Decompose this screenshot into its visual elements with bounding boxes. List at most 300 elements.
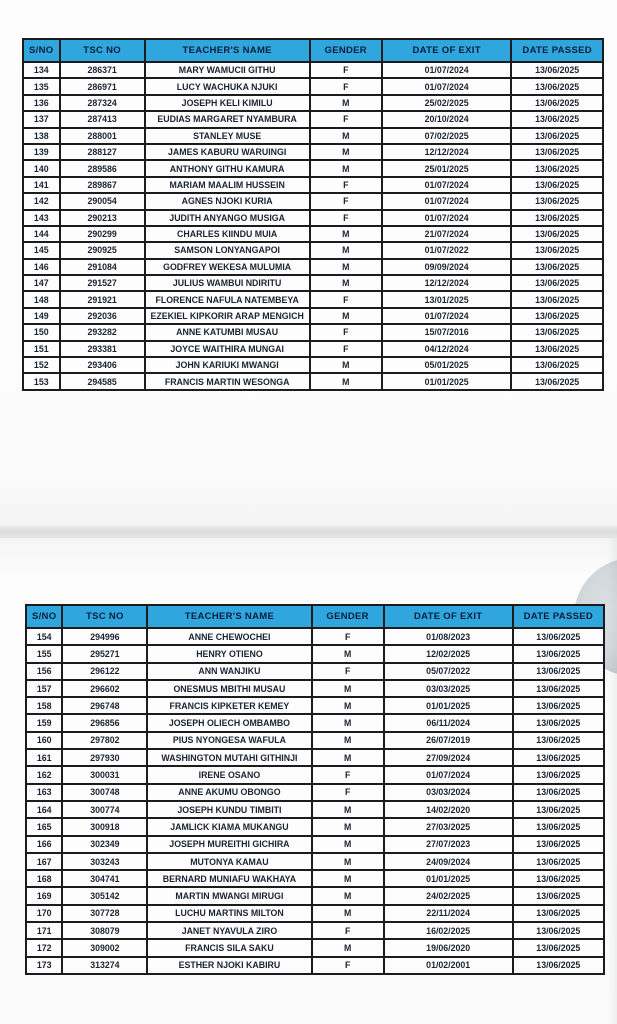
date-passed-cell: 13/06/2025: [513, 853, 604, 870]
tsc-no-cell: 293381: [60, 341, 145, 357]
gender-cell: F: [310, 341, 383, 357]
sno-cell: 152: [23, 357, 60, 373]
date-of-exit-cell: 12/12/2024: [382, 275, 511, 291]
sno-cell: 151: [23, 341, 60, 357]
tsc-no-cell: 294585: [60, 373, 145, 389]
gender-cell: M: [310, 275, 383, 291]
sno-cell: 165: [26, 818, 62, 835]
date-passed-cell: 13/06/2025: [513, 957, 604, 974]
tsc-no-cell: 290054: [60, 193, 145, 209]
sno-cell: 149: [23, 308, 60, 324]
date-of-exit-cell: 21/07/2024: [382, 226, 511, 242]
date-of-exit-cell: 27/09/2024: [384, 749, 513, 766]
tsc-no-cell: 305142: [62, 887, 147, 904]
column-header: DATE OF EXIT: [384, 605, 513, 628]
date-of-exit-cell: 01/08/2023: [384, 628, 513, 645]
header-row: [26, 605, 604, 628]
gender-cell: M: [310, 95, 383, 111]
date-passed-cell: 13/06/2025: [511, 308, 603, 324]
sno-cell: 166: [26, 836, 62, 853]
sno-cell: 146: [23, 259, 60, 275]
tsc-no-cell: 288001: [60, 128, 145, 144]
teacher-name-cell: JOSEPH KUNDU TIMBITI: [147, 801, 311, 818]
table-row: [26, 836, 604, 853]
column-header: GENDER: [310, 39, 383, 62]
date-of-exit-cell: 03/03/2024: [384, 784, 513, 801]
date-passed-cell: 13/06/2025: [511, 341, 603, 357]
sno-cell: 147: [23, 275, 60, 291]
tsc-no-cell: 291084: [60, 259, 145, 275]
gender-cell: M: [312, 939, 384, 956]
date-of-exit-cell: 25/01/2025: [382, 160, 511, 176]
date-passed-cell: 13/06/2025: [511, 324, 603, 340]
teacher-name-cell: STANLEY MUSE: [145, 128, 310, 144]
table-row: [26, 732, 604, 749]
date-passed-cell: 13/06/2025: [513, 836, 604, 853]
column-header: DATE PASSED: [513, 605, 604, 628]
date-of-exit-cell: 01/07/2024: [382, 78, 511, 94]
gender-cell: F: [310, 177, 383, 193]
sno-cell: 172: [26, 939, 62, 956]
tsc-no-cell: 293406: [60, 357, 145, 373]
date-passed-cell: 13/06/2025: [511, 128, 603, 144]
date-passed-cell: 13/06/2025: [511, 78, 603, 94]
teacher-name-cell: EUDIAS MARGARET NYAMBURA: [145, 111, 310, 127]
date-of-exit-cell: 01/01/2025: [384, 870, 513, 887]
teacher-name-cell: JAMES KABURU WARUINGI: [145, 144, 310, 160]
table-row: [26, 957, 604, 974]
teacher-name-cell: JOSEPH MUREITHI GICHIRA: [147, 836, 311, 853]
teacher-name-cell: JAMLICK KIAMA MUKANGU: [147, 818, 311, 835]
sno-cell: 162: [26, 766, 62, 783]
date-of-exit-cell: 01/01/2025: [384, 697, 513, 714]
date-passed-cell: 13/06/2025: [513, 680, 604, 697]
teacher-name-cell: MUTONYA KAMAU: [147, 853, 311, 870]
date-passed-cell: 13/06/2025: [513, 784, 604, 801]
date-passed-cell: 13/06/2025: [513, 905, 604, 922]
date-of-exit-cell: 27/03/2025: [384, 818, 513, 835]
teacher-name-cell: FRANCIS SILA SAKU: [147, 939, 311, 956]
tsc-no-cell: 296856: [62, 714, 147, 731]
teacher-name-cell: ANN WANJIKU: [147, 663, 311, 680]
date-passed-cell: 13/06/2025: [513, 697, 604, 714]
date-passed-cell: 13/06/2025: [511, 291, 603, 307]
tsc-no-cell: 289586: [60, 160, 145, 176]
table-row: [26, 939, 604, 956]
gender-cell: M: [310, 144, 383, 160]
sno-cell: 153: [23, 373, 60, 389]
table-row: [26, 680, 604, 697]
table-row: [26, 853, 604, 870]
table-row: [23, 177, 603, 193]
gender-cell: M: [312, 818, 384, 835]
date-of-exit-cell: 05/07/2022: [384, 663, 513, 680]
column-header: TEACHER'S NAME: [145, 39, 310, 62]
date-of-exit-cell: 12/02/2025: [384, 645, 513, 662]
gender-cell: M: [312, 645, 384, 662]
gender-cell: M: [312, 732, 384, 749]
teacher-name-cell: MARY WAMUCII GITHU: [145, 62, 310, 78]
sno-cell: 173: [26, 957, 62, 974]
teacher-name-cell: JUDITH ANYANGO MUSIGA: [145, 210, 310, 226]
tsc-no-cell: 296122: [62, 663, 147, 680]
teacher-name-cell: CHARLES KIINDU MUIA: [145, 226, 310, 242]
sno-cell: 136: [23, 95, 60, 111]
teacher-name-cell: MARIAM MAALIM HUSSEIN: [145, 177, 310, 193]
tsc-no-cell: 302349: [62, 836, 147, 853]
page-2: [0, 538, 617, 1024]
sno-cell: 156: [26, 663, 62, 680]
tsc-no-cell: 286371: [60, 62, 145, 78]
sno-cell: 137: [23, 111, 60, 127]
teacher-name-cell: ANNE CHEWOCHEI: [147, 628, 311, 645]
table-row: [23, 357, 603, 373]
table-row: [23, 275, 603, 291]
date-passed-cell: 13/06/2025: [511, 62, 603, 78]
date-of-exit-cell: 26/07/2019: [384, 732, 513, 749]
teacher-name-cell: IRENE OSANO: [147, 766, 311, 783]
teacher-name-cell: JULIUS WAMBUI NDIRITU: [145, 275, 310, 291]
sno-cell: 164: [26, 801, 62, 818]
teacher-name-cell: EZEKIEL KIPKORIR ARAP MENGICH: [145, 308, 310, 324]
table-row: [26, 663, 604, 680]
date-of-exit-cell: 01/07/2024: [384, 766, 513, 783]
gender-cell: F: [310, 210, 383, 226]
table-row: [26, 818, 604, 835]
sno-cell: 139: [23, 144, 60, 160]
teacher-name-cell: LUCY WACHUKA NJUKI: [145, 78, 310, 94]
column-header: TSC NO: [60, 39, 145, 62]
date-of-exit-cell: 01/07/2024: [382, 308, 511, 324]
tsc-no-cell: 290299: [60, 226, 145, 242]
sno-cell: 158: [26, 697, 62, 714]
date-passed-cell: 13/06/2025: [511, 210, 603, 226]
gender-cell: M: [312, 680, 384, 697]
date-of-exit-cell: 22/11/2024: [384, 905, 513, 922]
column-header: S/NO: [26, 605, 62, 628]
date-of-exit-cell: 25/02/2025: [382, 95, 511, 111]
tsc-no-cell: 288127: [60, 144, 145, 160]
teachers-exit-table-page-2: [25, 604, 605, 975]
table-row: [26, 628, 604, 645]
table-row: [23, 95, 603, 111]
date-passed-cell: 13/06/2025: [511, 242, 603, 258]
date-passed-cell: 13/06/2025: [513, 645, 604, 662]
date-of-exit-cell: 01/02/2001: [384, 957, 513, 974]
table-row: [23, 226, 603, 242]
tsc-no-cell: 297930: [62, 749, 147, 766]
date-of-exit-cell: 06/11/2024: [384, 714, 513, 731]
tsc-no-cell: 295271: [62, 645, 147, 662]
date-of-exit-cell: 14/02/2020: [384, 801, 513, 818]
teacher-name-cell: GODFREY WEKESA MULUMIA: [145, 259, 310, 275]
date-of-exit-cell: 07/02/2025: [382, 128, 511, 144]
sno-cell: 138: [23, 128, 60, 144]
date-passed-cell: 13/06/2025: [513, 870, 604, 887]
gender-cell: M: [312, 887, 384, 904]
date-passed-cell: 13/06/2025: [511, 177, 603, 193]
table-row: [23, 160, 603, 176]
table-row: [23, 111, 603, 127]
date-passed-cell: 13/06/2025: [511, 160, 603, 176]
gender-cell: F: [312, 766, 384, 783]
gender-cell: F: [312, 628, 384, 645]
gender-cell: F: [312, 663, 384, 680]
teacher-name-cell: SAMSON LONYANGAPOI: [145, 242, 310, 258]
teacher-name-cell: JOHN KARIUKI MWANGI: [145, 357, 310, 373]
table-row: [26, 697, 604, 714]
teacher-name-cell: AGNES NJOKI KURIA: [145, 193, 310, 209]
teacher-name-cell: FRANCIS KIPKETER KEMEY: [147, 697, 311, 714]
table-row: [23, 259, 603, 275]
date-of-exit-cell: 01/07/2024: [382, 62, 511, 78]
gender-cell: F: [312, 784, 384, 801]
sno-cell: 134: [23, 62, 60, 78]
date-of-exit-cell: 19/06/2020: [384, 939, 513, 956]
date-of-exit-cell: 24/09/2024: [384, 853, 513, 870]
table-row: [23, 373, 603, 389]
gender-cell: M: [310, 373, 383, 389]
teacher-name-cell: WASHINGTON MUTAHI GITHINJI: [147, 749, 311, 766]
date-of-exit-cell: 27/07/2023: [384, 836, 513, 853]
gender-cell: F: [312, 957, 384, 974]
table-row: [23, 144, 603, 160]
teacher-name-cell: JOSEPH OLIECH OMBAMBO: [147, 714, 311, 731]
date-passed-cell: 13/06/2025: [513, 628, 604, 645]
gender-cell: M: [312, 905, 384, 922]
gender-cell: M: [310, 160, 383, 176]
tsc-no-cell: 303243: [62, 853, 147, 870]
date-passed-cell: 13/06/2025: [511, 144, 603, 160]
tsc-no-cell: 290213: [60, 210, 145, 226]
tsc-no-cell: 300031: [62, 766, 147, 783]
table-row: [23, 210, 603, 226]
date-of-exit-cell: 01/07/2024: [382, 210, 511, 226]
table-row: [23, 242, 603, 258]
teachers-exit-table-page-1: [22, 38, 604, 391]
gender-cell: M: [312, 801, 384, 818]
date-passed-cell: 13/06/2025: [513, 922, 604, 939]
tsc-no-cell: 294996: [62, 628, 147, 645]
date-of-exit-cell: 20/10/2024: [382, 111, 511, 127]
teacher-name-cell: ONESMUS MBITHI MUSAU: [147, 680, 311, 697]
tsc-no-cell: 300748: [62, 784, 147, 801]
tsc-no-cell: 297802: [62, 732, 147, 749]
gender-cell: F: [310, 62, 383, 78]
gender-cell: F: [310, 111, 383, 127]
tsc-no-cell: 293282: [60, 324, 145, 340]
table-row: [26, 645, 604, 662]
gender-cell: M: [310, 259, 383, 275]
column-header: TSC NO: [62, 605, 147, 628]
tsc-no-cell: 296602: [62, 680, 147, 697]
table-row: [26, 887, 604, 904]
gender-cell: M: [310, 226, 383, 242]
sno-cell: 141: [23, 177, 60, 193]
date-passed-cell: 13/06/2025: [511, 373, 603, 389]
date-of-exit-cell: 12/12/2024: [382, 144, 511, 160]
date-passed-cell: 13/06/2025: [511, 193, 603, 209]
sno-cell: 163: [26, 784, 62, 801]
table-row: [26, 905, 604, 922]
table-row: [26, 801, 604, 818]
sno-cell: 154: [26, 628, 62, 645]
date-of-exit-cell: 13/01/2025: [382, 291, 511, 307]
gender-cell: M: [310, 242, 383, 258]
date-passed-cell: 13/06/2025: [511, 226, 603, 242]
date-passed-cell: 13/06/2025: [513, 749, 604, 766]
teacher-name-cell: ANNE AKUMU OBONGO: [147, 784, 311, 801]
gender-cell: M: [312, 853, 384, 870]
gender-cell: M: [312, 697, 384, 714]
gender-cell: F: [312, 922, 384, 939]
gender-cell: F: [310, 324, 383, 340]
sno-cell: 169: [26, 887, 62, 904]
sno-cell: 140: [23, 160, 60, 176]
teacher-name-cell: MARTIN MWANGI MIRUGI: [147, 887, 311, 904]
sno-cell: 171: [26, 922, 62, 939]
table-row: [26, 766, 604, 783]
teacher-name-cell: FLORENCE NAFULA NATEMBEYA: [145, 291, 310, 307]
tsc-no-cell: 291527: [60, 275, 145, 291]
gender-cell: M: [310, 357, 383, 373]
tsc-no-cell: 313274: [62, 957, 147, 974]
tsc-no-cell: 309002: [62, 939, 147, 956]
date-of-exit-cell: 01/07/2024: [382, 193, 511, 209]
date-of-exit-cell: 01/01/2025: [382, 373, 511, 389]
tsc-no-cell: 287324: [60, 95, 145, 111]
date-passed-cell: 13/06/2025: [511, 275, 603, 291]
date-of-exit-cell: 01/07/2024: [382, 177, 511, 193]
tsc-no-cell: 304741: [62, 870, 147, 887]
sno-cell: 135: [23, 78, 60, 94]
teacher-name-cell: FRANCIS MARTIN WESONGA: [145, 373, 310, 389]
header-row: [23, 39, 603, 62]
date-of-exit-cell: 16/02/2025: [384, 922, 513, 939]
table-row: [23, 78, 603, 94]
sno-cell: 148: [23, 291, 60, 307]
page-divider: [0, 526, 617, 538]
column-header: S/NO: [23, 39, 60, 62]
column-header: DATE PASSED: [511, 39, 603, 62]
date-passed-cell: 13/06/2025: [513, 714, 604, 731]
tsc-no-cell: 300774: [62, 801, 147, 818]
sno-cell: 143: [23, 210, 60, 226]
tsc-no-cell: 289867: [60, 177, 145, 193]
date-passed-cell: 13/06/2025: [511, 259, 603, 275]
tsc-no-cell: 292036: [60, 308, 145, 324]
date-of-exit-cell: 04/12/2024: [382, 341, 511, 357]
table-row: [23, 324, 603, 340]
sno-cell: 168: [26, 870, 62, 887]
teacher-name-cell: HENRY OTIENO: [147, 645, 311, 662]
gender-cell: F: [310, 291, 383, 307]
sno-cell: 170: [26, 905, 62, 922]
sno-cell: 150: [23, 324, 60, 340]
tsc-no-cell: 296748: [62, 697, 147, 714]
table-row: [23, 62, 603, 78]
date-of-exit-cell: 24/02/2025: [384, 887, 513, 904]
tsc-no-cell: 300918: [62, 818, 147, 835]
teacher-name-cell: JOYCE WAITHIRA MUNGAI: [145, 341, 310, 357]
date-passed-cell: 13/06/2025: [513, 801, 604, 818]
date-of-exit-cell: 03/03/2025: [384, 680, 513, 697]
date-of-exit-cell: 09/09/2024: [382, 259, 511, 275]
tsc-no-cell: 286971: [60, 78, 145, 94]
table-row: [26, 784, 604, 801]
gender-cell: M: [310, 128, 383, 144]
date-of-exit-cell: 01/07/2022: [382, 242, 511, 258]
table-row: [23, 341, 603, 357]
sno-cell: 159: [26, 714, 62, 731]
sno-cell: 157: [26, 680, 62, 697]
teacher-name-cell: ESTHER NJOKI KABIRU: [147, 957, 311, 974]
gender-cell: M: [310, 308, 383, 324]
teacher-name-cell: BERNARD MUNIAFU WAKHAYA: [147, 870, 311, 887]
date-of-exit-cell: 05/01/2025: [382, 357, 511, 373]
date-passed-cell: 13/06/2025: [511, 111, 603, 127]
gender-cell: F: [310, 193, 383, 209]
table-row: [23, 291, 603, 307]
date-of-exit-cell: 15/07/2016: [382, 324, 511, 340]
date-passed-cell: 13/06/2025: [513, 732, 604, 749]
date-passed-cell: 13/06/2025: [511, 357, 603, 373]
tsc-no-cell: 287413: [60, 111, 145, 127]
date-passed-cell: 13/06/2025: [513, 818, 604, 835]
sno-cell: 167: [26, 853, 62, 870]
sno-cell: 155: [26, 645, 62, 662]
table-row: [26, 714, 604, 731]
gender-cell: M: [312, 836, 384, 853]
date-passed-cell: 13/06/2025: [513, 939, 604, 956]
teacher-name-cell: JANET NYAVULA ZIRO: [147, 922, 311, 939]
table-row: [23, 128, 603, 144]
teacher-name-cell: ANTHONY GITHU KAMURA: [145, 160, 310, 176]
sno-cell: 160: [26, 732, 62, 749]
table-row: [26, 922, 604, 939]
tsc-no-cell: 291921: [60, 291, 145, 307]
gender-cell: M: [312, 870, 384, 887]
teacher-name-cell: PIUS NYONGESA WAFULA: [147, 732, 311, 749]
date-passed-cell: 13/06/2025: [513, 887, 604, 904]
gender-cell: F: [310, 78, 383, 94]
sno-cell: 142: [23, 193, 60, 209]
table-row: [23, 308, 603, 324]
table-body-page-2: [26, 628, 604, 974]
column-header: DATE OF EXIT: [382, 39, 511, 62]
date-passed-cell: 13/06/2025: [513, 766, 604, 783]
date-passed-cell: 13/06/2025: [513, 663, 604, 680]
tsc-no-cell: 290925: [60, 242, 145, 258]
teacher-name-cell: LUCHU MARTINS MILTON: [147, 905, 311, 922]
tsc-no-cell: 308079: [62, 922, 147, 939]
tsc-no-cell: 307728: [62, 905, 147, 922]
column-header: TEACHER'S NAME: [147, 605, 311, 628]
sno-cell: 144: [23, 226, 60, 242]
table-body-page-1: [23, 62, 603, 390]
gender-cell: M: [312, 749, 384, 766]
table-row: [26, 870, 604, 887]
table-row: [23, 193, 603, 209]
table-row: [26, 749, 604, 766]
teacher-name-cell: JOSEPH KELI KIMILU: [145, 95, 310, 111]
teacher-name-cell: ANNE KATUMBI MUSAU: [145, 324, 310, 340]
gender-cell: M: [312, 714, 384, 731]
date-passed-cell: 13/06/2025: [511, 95, 603, 111]
sno-cell: 161: [26, 749, 62, 766]
column-header: GENDER: [312, 605, 384, 628]
sno-cell: 145: [23, 242, 60, 258]
